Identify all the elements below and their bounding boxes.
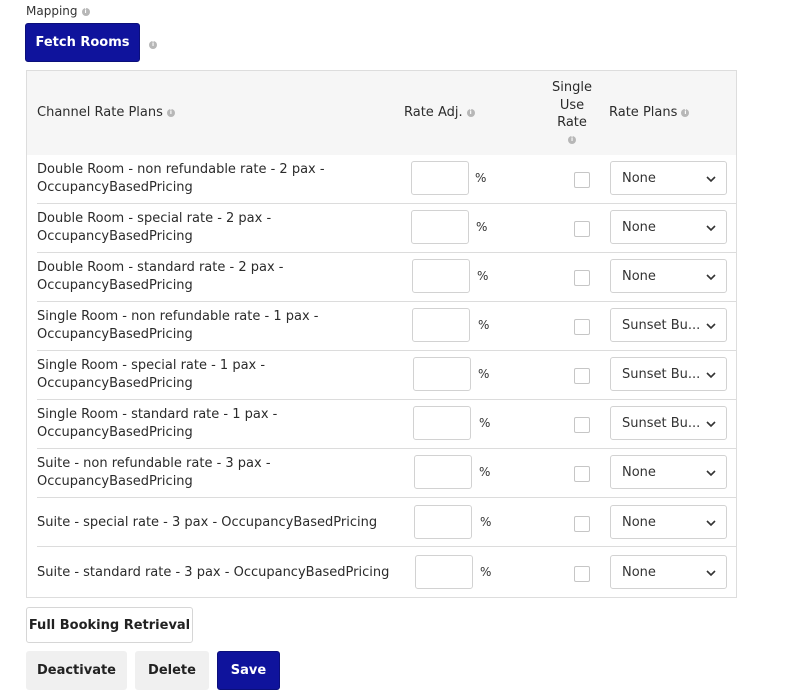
channel-rate-plan-name: Double Room - standard rate - 2 pax - OccupancyBasedPricing xyxy=(37,260,284,293)
single-use-rate-checkbox[interactable] xyxy=(574,319,590,335)
channel-rate-plan-name: Single Room - non refundable rate - 1 pax - OccupancyBasedPricing xyxy=(37,309,319,342)
full-booking-retrieval-button[interactable]: Full Booking Retrieval xyxy=(26,607,193,643)
chevron-down-icon xyxy=(705,369,717,381)
channel-rate-plan-name: Suite - special rate - 3 pax - OccupancyBasedPricing xyxy=(37,515,378,530)
single-use-rate-checkbox[interactable] xyxy=(574,466,590,482)
rate-adjustment-input[interactable] xyxy=(411,161,469,195)
rate-adjustment-input[interactable] xyxy=(411,210,469,244)
rate-adjustment-input[interactable] xyxy=(415,555,473,589)
rate-plan-select-value: None xyxy=(622,465,656,480)
single-use-rate-checkbox[interactable] xyxy=(574,417,590,433)
save-button[interactable]: Save xyxy=(217,651,280,690)
table-row xyxy=(37,449,736,498)
rate-plan-select[interactable] xyxy=(610,210,727,244)
info-icon[interactable]: i xyxy=(681,109,689,117)
table-row xyxy=(37,302,736,351)
rate-plan-select[interactable] xyxy=(610,259,727,293)
table-row xyxy=(37,547,736,597)
deactivate-button[interactable]: Deactivate xyxy=(26,651,127,690)
header-rate-adj xyxy=(404,105,475,120)
chevron-down-icon xyxy=(705,567,717,579)
header-rate-adj-label: Rate Adj. xyxy=(404,105,463,120)
rate-plan-select-value: Sunset Bu... xyxy=(622,416,701,431)
header-rate-plans xyxy=(609,105,689,120)
chevron-down-icon xyxy=(705,467,717,479)
table-header xyxy=(27,71,736,155)
rate-plan-select[interactable] xyxy=(610,308,727,342)
rate-plan-select-value: None xyxy=(622,220,656,235)
percent-sign: % xyxy=(479,416,491,430)
percent-sign: % xyxy=(478,318,490,332)
chevron-down-icon xyxy=(705,173,717,185)
rate-plan-select-value: None xyxy=(622,171,656,186)
table-row xyxy=(37,155,736,204)
chevron-down-icon xyxy=(705,320,717,332)
header-channel-rate-plans-label: Channel Rate Plans xyxy=(37,105,163,120)
channel-rate-plan-name: Suite - standard rate - 3 pax - OccupancyBasedPricing xyxy=(37,565,390,580)
mapping-label-text: Mapping xyxy=(26,4,78,18)
channel-rate-plan-name: Single Room - standard rate - 1 pax - OccupancyBasedPricing xyxy=(37,407,278,440)
table-row xyxy=(37,400,736,449)
percent-sign: % xyxy=(478,367,490,381)
percent-sign: % xyxy=(475,171,487,185)
table-row xyxy=(37,351,736,400)
channel-rate-plan-name: Suite - non refundable rate - 3 pax - OccupancyBasedPricing xyxy=(37,456,271,489)
info-icon[interactable]: i xyxy=(82,8,90,16)
rate-adjustment-input[interactable] xyxy=(414,455,472,489)
rate-plan-select-value: Sunset Bu... xyxy=(622,367,701,382)
rate-plan-select-value: Sunset Bu... xyxy=(622,318,701,333)
rate-adjustment-input[interactable] xyxy=(412,308,470,342)
rate-adjustment-input[interactable] xyxy=(412,259,470,293)
delete-button[interactable]: Delete xyxy=(135,651,209,690)
channel-rate-plan-name: Double Room - non refundable rate - 2 pax - OccupancyBasedPricing xyxy=(37,162,325,195)
table-row xyxy=(37,498,736,547)
rate-plan-mapping-table xyxy=(26,70,737,598)
chevron-down-icon xyxy=(705,418,717,430)
chevron-down-icon xyxy=(705,271,717,283)
table-row xyxy=(37,204,736,253)
chevron-down-icon xyxy=(705,517,717,529)
single-use-rate-checkbox[interactable] xyxy=(574,516,590,532)
channel-rate-plan-name: Double Room - special rate - 2 pax - OccupancyBasedPricing xyxy=(37,211,272,244)
percent-sign: % xyxy=(480,565,492,579)
rate-plan-select[interactable] xyxy=(610,357,727,391)
header-single-use-rate xyxy=(550,79,594,149)
mapping-label xyxy=(26,4,90,18)
single-use-rate-checkbox[interactable] xyxy=(574,221,590,237)
channel-rate-plan-name: Single Room - special rate - 1 pax - OccupancyBasedPricing xyxy=(37,358,266,391)
rate-plan-select[interactable] xyxy=(610,161,727,195)
single-use-rate-checkbox[interactable] xyxy=(574,566,590,582)
info-icon[interactable]: i xyxy=(568,136,576,144)
percent-sign: % xyxy=(476,220,488,234)
percent-sign: % xyxy=(480,515,492,529)
fetch-rooms-button[interactable]: Fetch Rooms xyxy=(25,23,140,62)
rate-plan-select-value: None xyxy=(622,269,656,284)
rate-plan-select[interactable] xyxy=(610,455,727,489)
header-rate-plans-label: Rate Plans xyxy=(609,105,678,120)
rate-plan-select[interactable] xyxy=(610,555,727,589)
rate-adjustment-input[interactable] xyxy=(413,357,471,391)
single-use-rate-checkbox[interactable] xyxy=(574,270,590,286)
info-icon[interactable]: i xyxy=(467,109,475,117)
rate-adjustment-input[interactable] xyxy=(414,505,472,539)
header-channel-rate-plans xyxy=(37,105,175,120)
header-single-use-rate-label: Single Use Rate xyxy=(552,80,592,130)
rate-plan-select[interactable] xyxy=(610,406,727,440)
chevron-down-icon xyxy=(705,222,717,234)
percent-sign: % xyxy=(477,269,489,283)
rate-plan-select[interactable] xyxy=(610,505,727,539)
rate-adjustment-input[interactable] xyxy=(413,406,471,440)
single-use-rate-checkbox[interactable] xyxy=(574,368,590,384)
info-icon[interactable]: i xyxy=(167,109,175,117)
table-row xyxy=(37,253,736,302)
info-icon[interactable]: i xyxy=(149,41,157,49)
single-use-rate-checkbox[interactable] xyxy=(574,172,590,188)
rate-plan-select-value: None xyxy=(622,565,656,580)
percent-sign: % xyxy=(479,465,491,479)
rate-plan-select-value: None xyxy=(622,515,656,530)
